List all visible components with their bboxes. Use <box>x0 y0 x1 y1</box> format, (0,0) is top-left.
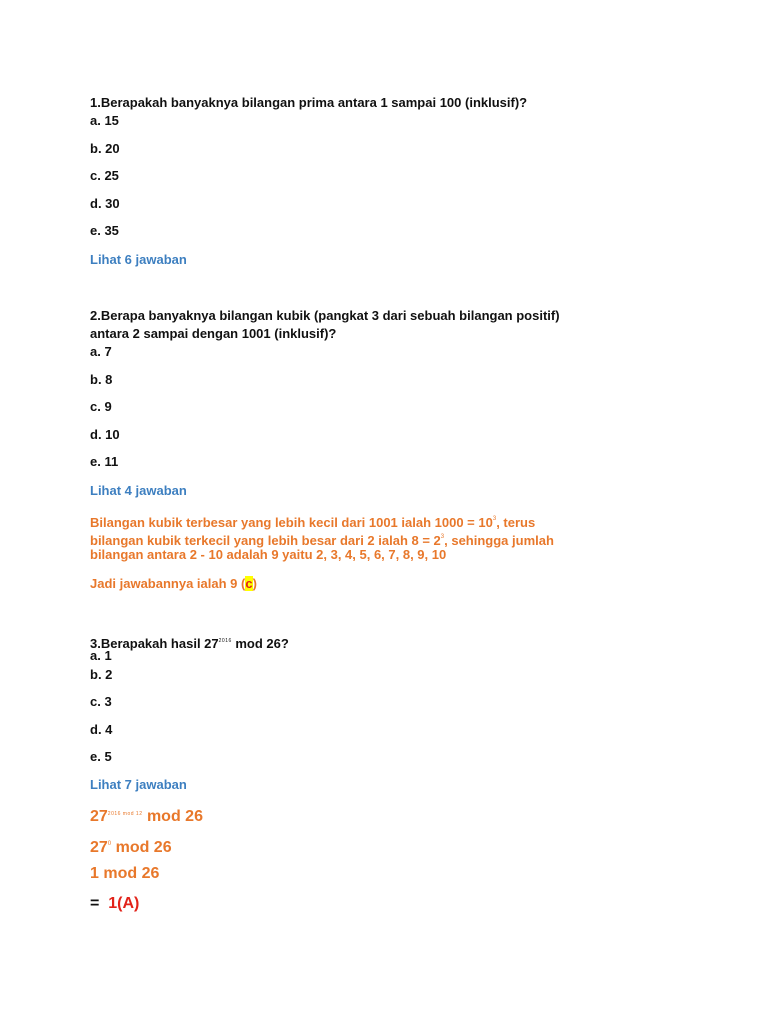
q3-work-step-3: 1 mod 26 <box>90 865 160 882</box>
q2-explanation-line-3: bilangan antara 2 - 10 adalah 9 yaitu 2, 3, 4, 5, 6, 7, 8, 9, 10 <box>90 547 447 562</box>
q1-option-a: a. 15 <box>90 113 119 128</box>
question-1: 1.Berapakah banyaknya bilangan prima antara 1 sampai 100 (inklusif)? <box>90 95 528 110</box>
q3-work-step-2: $27^0$ mod 26 <box>90 839 172 856</box>
q3-view-answers-link[interactable]: Lihat 7 jawaban <box>90 777 187 792</box>
q2-option-e: e. 11 <box>90 454 119 469</box>
q3-work-step-1: $27^{2016 mod 12}$ mod 26 <box>90 808 203 825</box>
q2-option-a: a. 7 <box>90 344 112 359</box>
q3-option-b: b. 2 <box>90 667 113 682</box>
q2-answer: Jadi jawabannya ialah 9 (c) <box>90 576 257 591</box>
q2-answer-letter: c <box>245 576 253 591</box>
q1-option-e: e. 35 <box>90 223 119 238</box>
q2-explanation-line-1: Bilangan kubik terbesar yang lebih kecil dari 1001 ialah $1000 = 10^3$, terus <box>90 515 536 530</box>
q2-option-c: c. 9 <box>90 399 112 414</box>
q1-view-answers-link[interactable]: Lihat 6 jawaban <box>90 252 187 267</box>
q3-option-d: d. 4 <box>90 722 113 737</box>
q1-option-c: c. 25 <box>90 168 119 183</box>
q3-option-e: e. 5 <box>90 749 112 764</box>
question-2-line-1: 2.Berapa banyaknya bilangan kubik (pangkat 3 dari sebuah bilangan positif) <box>90 308 560 323</box>
q2-option-d: d. 10 <box>90 427 120 442</box>
q2-explanation-line-2: bilangan kubik terkecil yang lebih besar dari 2 ialah $8 = 2^3$, sehingga jumlah <box>90 533 554 548</box>
q2-view-answers-link[interactable]: Lihat 4 jawaban <box>90 483 187 498</box>
q1-option-b: b. 20 <box>90 141 120 156</box>
q3-final-answer: = 1(A) <box>90 895 140 912</box>
question-3: 3.Berapakah hasil $27^{2016}$ mod 26? <box>90 636 289 651</box>
q3-option-a: a. 1 <box>90 648 112 663</box>
q3-option-c: c. 3 <box>90 694 112 709</box>
q2-option-b: b. 8 <box>90 372 113 387</box>
question-2-line-2: antara 2 sampai dengan 1001 (inklusif)? <box>90 326 337 341</box>
q1-option-d: d. 30 <box>90 196 120 211</box>
q3-final-answer-value: 1(A) <box>108 895 140 912</box>
